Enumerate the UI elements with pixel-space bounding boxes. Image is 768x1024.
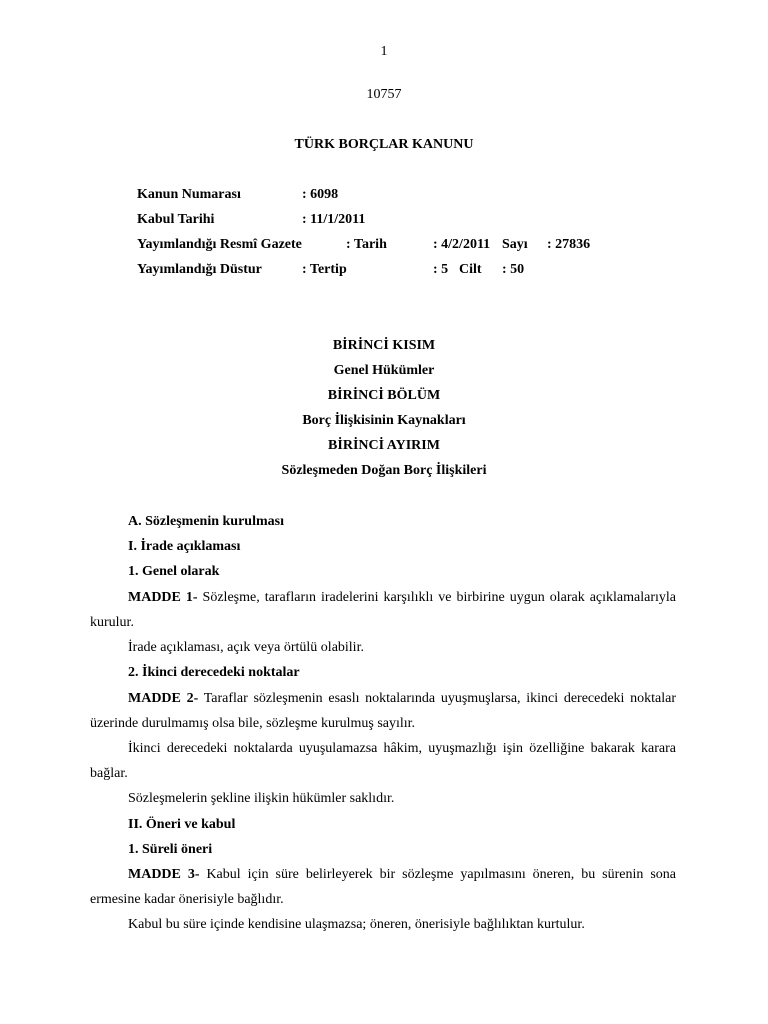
gazette-issue-value: : 27836	[547, 237, 591, 252]
article-3-paragraph-2: Kabul bu süre içinde kendisine ulaşmazsa; öneren, önerisiyle bağlılıktan kurtulur.	[128, 917, 585, 932]
acceptance-label: Kabul Tarihi	[137, 212, 215, 227]
chapter-title: Sözleşmeden Doğan Borç İlişkileri	[281, 463, 487, 478]
part-heading: BİRİNCİ KISIM	[332, 338, 436, 353]
gazette-date-value: : 4/2/2011	[433, 237, 491, 252]
gazette-label: Yayımlandığı Resmî Gazete	[137, 237, 302, 252]
subheading-2: 2. İkinci derecedeki noktalar	[128, 665, 300, 680]
dustur-tertip-label: : Tertip	[302, 262, 347, 277]
article-2-label: MADDE 2-	[128, 691, 199, 706]
article-1-text: Sözleşme, tarafların iradelerini karşılıklı ve birbirine uygun olarak açıklamalarıyla kurulur.	[90, 590, 676, 630]
article-1-paragraph-2: İrade açıklaması, açık veya örtülü olabilir.	[128, 640, 364, 655]
acceptance-value: : 11/1/2011	[302, 212, 366, 227]
law-number-value: : 6098	[302, 187, 339, 202]
subheading-ii: II. Öneri ve kabul	[128, 817, 236, 832]
part-title: Genel Hükümler	[333, 363, 435, 378]
document-code: 10757	[366, 87, 402, 102]
chapter-heading: BİRİNCİ AYIRIM	[328, 438, 440, 453]
section-heading: BİRİNCİ BÖLÜM	[327, 388, 441, 403]
gazette-date-label: : Tarih	[346, 237, 387, 252]
law-title: TÜRK BORÇLAR KANUNU	[294, 137, 474, 152]
article-2-text: Taraflar sözleşmenin esaslı noktalarında uyuşmuşlarsa, ikinci derecedeki noktalar üzerinde durulmamış olsa bile, sözleşme kurulmuş sayılır.	[90, 691, 677, 731]
section-title: Borç İlişkisinin Kaynakları	[302, 413, 466, 428]
page-number: 1	[380, 44, 388, 59]
article-2-paragraph-2: İkinci derecedeki noktalarda uyuşulamazsa hâkim, uyuşmazlığı işin özelliğine bakarak karara bağlar.	[90, 741, 676, 781]
article-1-label: MADDE 1-	[128, 590, 198, 605]
subheading-ii-1: 1. Süreli öneri	[128, 842, 213, 857]
article-1-paragraph	[90, 585, 676, 635]
article-2-paragraph-3: Sözleşmelerin şekline ilişkin hükümler saklıdır.	[128, 791, 395, 806]
gazette-issue-label: Sayı	[502, 237, 528, 252]
article-3-label: MADDE 3-	[128, 867, 200, 882]
dustur-tertip-value: : 5	[433, 262, 449, 277]
article-3-paragraph	[90, 862, 676, 912]
dustur-volume-value: : 50	[502, 262, 525, 277]
law-number-label: Kanun Numarası	[137, 187, 241, 202]
subheading-i: I. İrade açıklaması	[128, 539, 241, 554]
dustur-label: Yayımlandığı Düstur	[137, 262, 262, 277]
article-2-paragraph	[90, 686, 676, 736]
subheading-1: 1. Genel olarak	[128, 564, 220, 579]
subheading-a: A. Sözleşmenin kurulması	[128, 514, 284, 529]
dustur-volume-label: Cilt	[459, 262, 482, 277]
article-3-text: Kabul için süre belirleyerek bir sözleşme yapılmasını öneren, bu sürenin sona ermesine kadar önerisiyle bağlıdır.	[90, 867, 676, 907]
